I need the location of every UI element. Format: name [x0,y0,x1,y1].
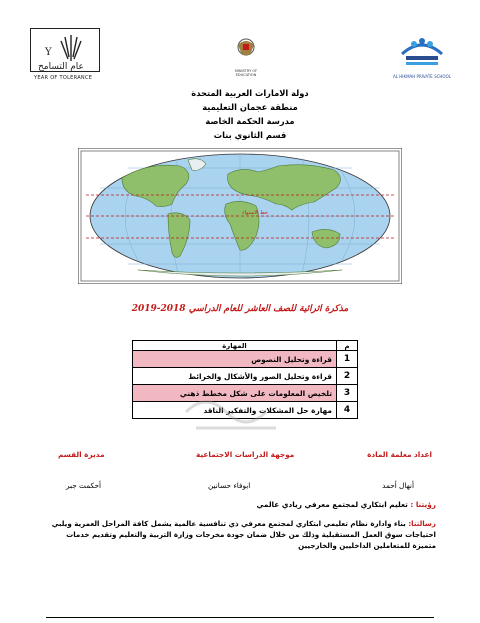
document-title: مذكرة اثرائية للصف العاشر للعام الدراسي 2018-2019 [131,304,349,314]
svg-text:Y: Y [45,47,52,58]
header-country: دولة الامارات العربية المتحدة [191,88,309,98]
bottom-rule [46,617,434,618]
ministry-text: MINISTRY OF EDUCATION [234,69,258,77]
row-skill: مهارة حل المشكلات والتفكير الناقد [133,402,337,419]
table-header-row [133,341,358,351]
logo-text-en: YEAR OF TOLERANCE [34,75,93,81]
school-header [180,86,320,142]
mission-statement [50,518,436,551]
school-logo-text: AL HIKMAH PRIVATE SCHOOL [393,74,451,79]
mission-text: بناء وادارة نظام تعليمي ابتكاري لمجتمع معرفي ذي تنافسية عالمية يشمل كافة المراحل العمرية ويلبي احتياجات سوق العمل المستقبلية وذلك من خلال ضمان جودة مخرجات وزارة التربية والتعليم وتقديم خدمات متميزة للمتعاملين الداخليين والخارجيين [51,519,436,550]
row-number: 1 [337,351,358,368]
ministry-emblem [226,35,266,75]
equator-label: خط الاستواء [242,210,268,216]
row-skill: قراءة وتحليل الصور والأشكال والخرائط [133,368,337,385]
teacher-name: أنهال أحمد [382,481,414,490]
vision-text: تعليم ابتكاري لمجتمع معرفي ريادي عالمي [256,500,408,509]
table-row [133,351,358,368]
row-skill: قراءة وتحليل النصوص [133,351,337,368]
header-num: م [337,341,358,351]
year-of-tolerance-logo [30,28,100,84]
header-section: قسم الثانوي بنات [213,130,287,140]
supervisor-label: موجهة الدراسات الاجتماعية [196,450,295,459]
row-number: 2 [337,368,358,385]
vision-label: رؤيتنا : [410,500,436,509]
school-logo [392,32,452,82]
header-zone: منطقة عجمان التعليمية [202,102,298,112]
watermark-logo [176,372,296,442]
header-school: مدرسة الحكمة الخاصة [205,116,295,126]
school-logo-icon [392,32,452,70]
row-number: 3 [337,385,358,402]
supervisor-name: ابوفاء حسانين [208,481,251,490]
mission-label: رسالتنا: [408,519,436,528]
principal-label: مديرة القسم [58,450,105,459]
teacher-label: اعداد معلمة المادة [367,450,432,459]
world-map [78,148,402,284]
emblem-icon [226,35,266,65]
header-skill: المهارة [133,341,337,351]
row-skill: تلخيص المعلومات على شكل مخطط ذهني [133,385,337,402]
row-number: 4 [337,402,358,419]
logo-text-ar: عام التسامح [38,62,84,72]
vision-statement [257,500,436,509]
principal-name: أحكمت جبر [66,481,102,490]
